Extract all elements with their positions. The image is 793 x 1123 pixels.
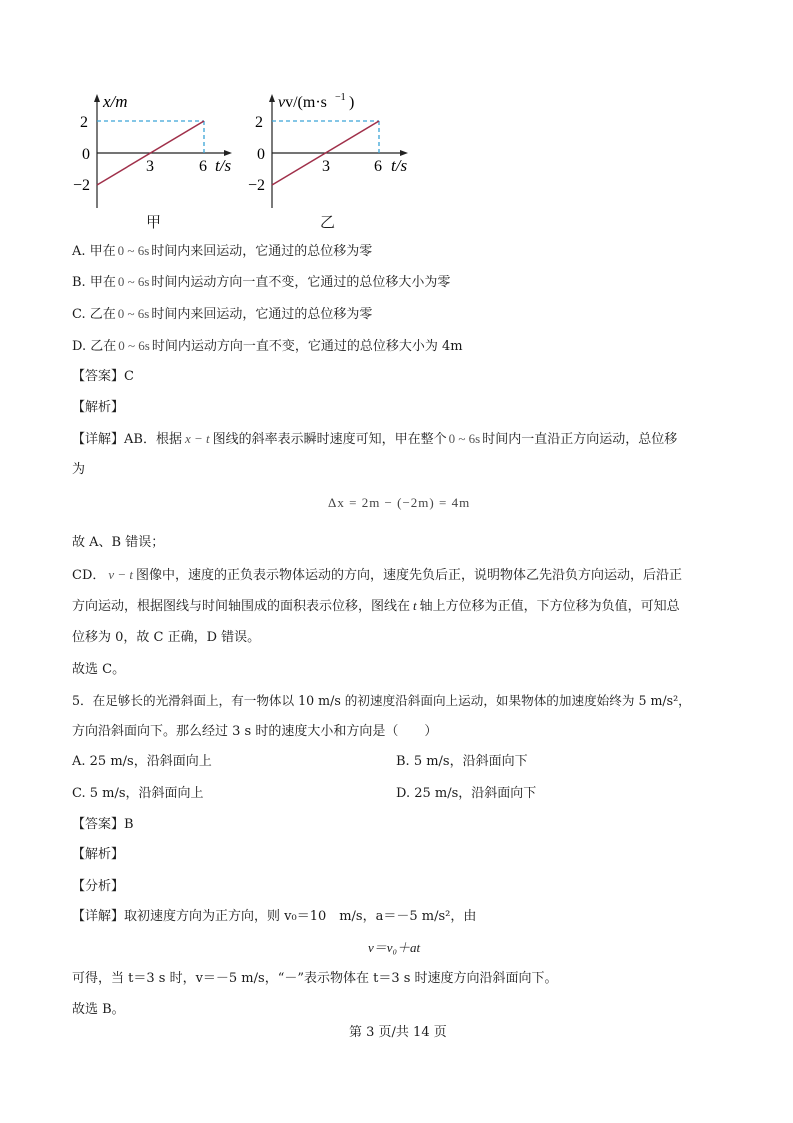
figure-caption-jia: 甲 xyxy=(146,213,162,231)
figure-jia xyxy=(73,90,240,210)
q5-option-a: A. 25 m/s，沿斜面向上 xyxy=(72,754,212,769)
y-axis-label-exponent: −1 xyxy=(335,92,346,103)
q4-option-b: B. 甲在 0 ~ 6s 时间内运动方向一直不变，它通过的总位移大小为零 xyxy=(72,274,451,290)
y-tick-0: 0 xyxy=(82,146,90,163)
q5-option-b: B. 5 m/s，沿斜面向下 xyxy=(396,754,528,769)
q4-analysis-heading: 【解析】 xyxy=(72,400,125,415)
q4-option-d: D. 乙在 0 ~ 6s 时间内运动方向一直不变，它通过的总位移大小为 4m xyxy=(72,338,463,354)
q4-answer: 【答案】C xyxy=(72,369,134,384)
q5-fenxi-heading: 【分析】 xyxy=(72,879,125,894)
y-tick-2: 2 xyxy=(255,114,263,131)
q5-analysis-heading: 【解析】 xyxy=(72,847,125,862)
q4-cd-line3: 位移为 0，故 C 正确，D 错误。 xyxy=(72,630,261,645)
q4-option-c: C. 乙在 0 ~ 6s 时间内来回运动，它通过的总位移为零 xyxy=(72,306,373,322)
x-axis-label: t/s xyxy=(391,156,408,175)
q5-stem-line2: 方向沿斜面向下。那么经过 3 s 时的速度大小和方向是（ ） xyxy=(72,724,438,739)
q4-final-answer: 故选 C。 xyxy=(72,662,126,677)
q5-detail: 【详解】取初速度方向为正方向，则 v₀＝10 m/s，a＝－5 m/s²，由 xyxy=(72,909,477,924)
q5-answer: 【答案】B xyxy=(72,817,134,832)
x-tick-6: 6 xyxy=(374,158,382,175)
q4-cd-line2: 方向运动，根据图线与时间轴围成的面积表示位移，图线在 t 轴上方位移为正值，下方位移为负值，可知总 xyxy=(72,598,680,614)
y-axis-label: vv/(m·s xyxy=(278,94,327,111)
q5-stem-line1: 5．在足够长的光滑斜面上，有一物体以 10 m/s 的初速度沿斜面向上运动，如果物体的加速度始终为 5 m/s²， xyxy=(72,693,691,708)
q4-detail-line2: 为 xyxy=(72,462,86,477)
q5-result: 可得，当 t＝3 s 时，v＝－5 m/s，“－”表示物体在 t＝3 s 时速度方向沿斜面向下。 xyxy=(72,971,558,986)
x-axis-label: t/s xyxy=(215,156,232,175)
y-tick-2: 2 xyxy=(80,114,88,131)
q4-cd-line1: CD． v − t 图像中，速度的正负表示物体运动的方向，速度先负后正，说明物体乙先沿负方向运动，后沿正 xyxy=(72,567,683,583)
x-tick-6: 6 xyxy=(199,158,207,175)
q5-final-answer: 故选 B。 xyxy=(72,1002,125,1017)
y-tick-0: 0 xyxy=(257,146,265,163)
x-tick-3: 3 xyxy=(322,158,330,175)
y-axis-label: x/m xyxy=(103,92,128,111)
q4-option-a: A. 甲在 0 ~ 6s 时间内来回运动，它通过的总位移为零 xyxy=(72,243,373,259)
y-axis-arrow xyxy=(269,94,275,102)
x-tick-3: 3 xyxy=(146,158,154,175)
q5-option-d: D. 25 m/s，沿斜面向下 xyxy=(396,786,537,801)
q5-option-c: C. 5 m/s，沿斜面向上 xyxy=(72,786,204,801)
y-tick-neg2: −2 xyxy=(73,177,91,194)
y-tick-neg2: −2 xyxy=(248,177,266,194)
q4-detail-line1: 【详解】AB．根据 x − t 图线的斜率表示瞬时速度可知，甲在整个 0 ~ 6s 时间内一直沿正方向运动，总位移 xyxy=(72,431,678,447)
figure-yi xyxy=(248,90,424,210)
q4-equation: Δx = 2m − (−2m) = 4m xyxy=(328,495,471,510)
figure-caption-yi: 乙 xyxy=(320,213,336,231)
page-number: 第 3 页/共 14 页 xyxy=(349,1025,447,1040)
y-axis-arrow xyxy=(94,94,100,102)
y-axis-label-close: ) xyxy=(349,94,355,111)
q4-conclusion-ab: 故 A、B 错误； xyxy=(72,535,165,550)
q5-equation: v＝v₀＋at xyxy=(368,940,421,955)
